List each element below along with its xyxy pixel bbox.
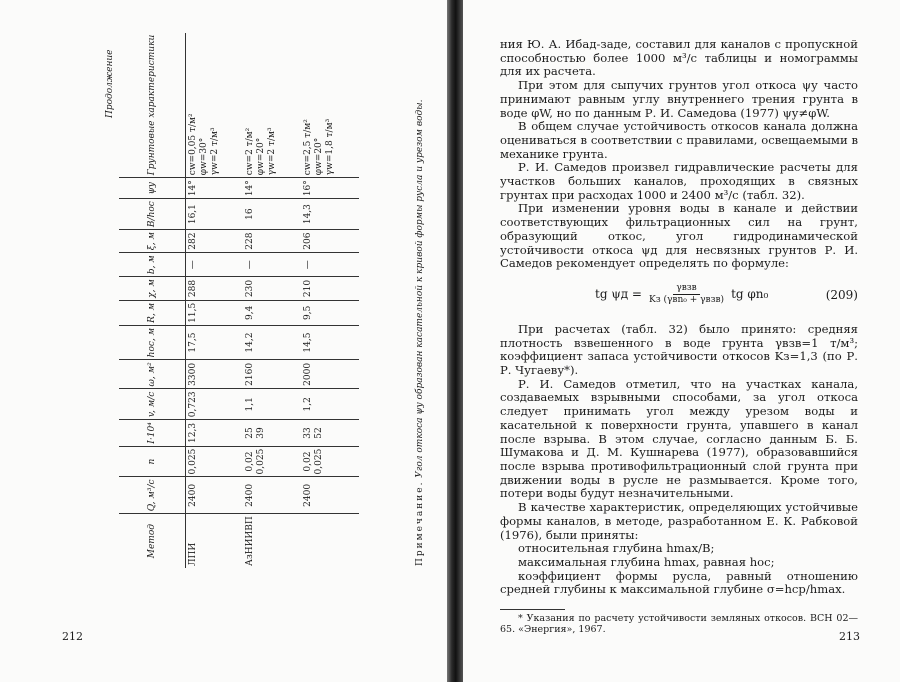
body-text [500, 38, 858, 635]
paragraph: ния Ю. А. Ибад-заде, составил для каналов с пропускной способностью более 1000 м³/с таблицы и номограммы для их расчета. [500, 37, 858, 79]
data-table [119, 33, 359, 568]
paragraph: При изменении уровня воды в канале и действии соответствующих фильтрационных сил на грунт, образующий откос, угол гидродинамической устойчивости откоса ψд для несвязных грунтов Р. И. Самедов рекомендует определять по формуле: [500, 201, 858, 271]
cell-h: 17,5 [185, 325, 243, 359]
cell-xi: 228 [243, 230, 301, 253]
formula-numerator: γвзв [673, 283, 699, 295]
cell-omega: 2160 [243, 360, 301, 389]
cell-soil: cw=2,5 т/м² φw=20° γw=1,8 т/м³ [303, 118, 335, 176]
formula-lhs: tg ψд = [595, 286, 642, 301]
cell-b: — [243, 253, 301, 277]
paragraph: Р. И. Самедов отметил, что на участках канала, создаваемых взрывными способами, за угол откоса следует принимать угол между урезом воды и касательной к поверхности грунта, упавшего в канал после взрыва. В этом случае, согласно данным Б. Б. Шумакова и Д. М. Кушнарева (1977), образовавшийся после взрыва противофильтрационный слой грунта при движении воды в русле не размывается. Кроме того, потери воды будут незначительными. [500, 376, 858, 501]
cell-method: ЛПИ [185, 514, 243, 568]
cell-chi: 230 [243, 277, 301, 301]
header-cell: Грунтовые характеристики [146, 34, 157, 176]
footnote-rule [500, 609, 565, 610]
cell-b: — [301, 253, 359, 277]
equation-number: (209) [825, 287, 858, 302]
page-number-right: 213 [839, 630, 860, 643]
cell-chi: 288 [185, 277, 243, 301]
cell-q: 2400 [301, 477, 359, 514]
cell-ratio: 16,1 [185, 199, 243, 230]
cell-i: 25 39 [243, 420, 301, 446]
list-item: относительная глубина hmax/B; [518, 541, 715, 556]
cell-h: 14,2 [243, 325, 301, 359]
formula-denominator: Kз (γвn₀ + γвзв) [649, 294, 725, 305]
cell-n: 0,02 0,025 [243, 446, 301, 477]
header-cell: v, м/с [119, 389, 185, 420]
cell-xi: 206 [301, 230, 359, 253]
cell-v: 1,2 [301, 389, 359, 420]
table-note [415, 100, 425, 566]
table-row [185, 33, 243, 568]
note-label: Примечание. [415, 480, 425, 566]
cell-i: 12,3 [185, 420, 243, 446]
header-cell: ω, м² [119, 360, 185, 389]
cell-soil: cw=0,05 т/м² φw=30° γw=2 т/м³ [187, 113, 220, 176]
formula-rhs: tg φn₀ [731, 286, 769, 301]
cell-i: 33 52 [301, 420, 359, 446]
cell-psi: 16° [301, 178, 359, 199]
cell-chi: 210 [301, 277, 359, 301]
header-cell: Метод [119, 514, 185, 568]
cell-q: 2400 [185, 477, 243, 514]
header-cell: B/hос [119, 199, 185, 230]
cell-b: — [185, 253, 243, 277]
formula-209 [500, 279, 858, 317]
cell-n: 0,02 0,025 [301, 446, 359, 477]
header-cell: b, м [119, 253, 185, 277]
paragraph: При этом для сыпучих грунтов угол откоса ψу часто принимают равным углу внутреннего трения грунта в воде φW, но по данным Р. И. Самедова (1977) ψу≠φW. [500, 78, 858, 120]
cell-omega: 2000 [301, 360, 359, 389]
cell-h: 14,5 [301, 325, 359, 359]
book-gutter [447, 0, 463, 682]
footnote: * Указания по расчету устойчивости земляных откосов. ВСН 02—65. «Энергия», 1967. [500, 613, 858, 636]
cell-n: 0,025 [185, 446, 243, 477]
paragraph: В общем случае устойчивость откосов канала должна оцениваться в соответствии с правилами, освещаемыми в механике грунта. [500, 119, 858, 161]
page-number-left: 212 [62, 630, 83, 643]
paragraph: При расчетах (табл. 32) было принято: средняя плотность взвешенного в воде грунта γвзв=1 т/м³; коэффициент запаса устойчивости откосов Kз=1,3 (по Р. Р. Чугаеву*). [500, 321, 858, 378]
header-cell: ξ, м [119, 230, 185, 253]
header-cell: Q, м³/с [119, 477, 185, 514]
note-text: Угол откоса ψу образован касательной к кривой формы русла и урезом воды. [415, 99, 425, 478]
rotated-table-block [105, 36, 435, 568]
cell-v: 0,723 [185, 389, 243, 420]
header-cell: R, м [119, 300, 185, 325]
header-cell: n [119, 446, 185, 477]
list-item: коэффициент формы русла, равный отношению средней глубины к максимальной глубине σ=hср/hmax. [500, 568, 858, 597]
cell-r: 9,5 [301, 300, 359, 325]
formula-fraction [646, 283, 727, 306]
header-cell: I·10⁴ [119, 420, 185, 446]
cell-v: 1,1 [243, 389, 301, 420]
paragraph: В качестве характеристик, определяющих устойчивые формы каналов, в методе, разработанном Е. К. Рабковой (1976), были приняты: [500, 500, 858, 542]
header-cell: χ, м [119, 277, 185, 301]
cell-method: АзНИИВП [243, 514, 301, 568]
continuation-label: Продолжение [105, 49, 115, 118]
header-cell: hос, м [119, 325, 185, 359]
list-item: максимальная глубина hmax, равная hос; [518, 554, 775, 569]
right-page [463, 0, 900, 682]
cell-soil: cw=2 т/м² φw=20° γw=2 т/м³ [245, 127, 277, 176]
table-row [301, 33, 359, 568]
cell-omega: 3300 [185, 360, 243, 389]
cell-method [301, 514, 359, 568]
cell-psi: 14° [243, 178, 301, 199]
cell-ratio: 14,3 [301, 199, 359, 230]
header-cell: ψу [119, 178, 185, 199]
table-row [243, 33, 301, 568]
cell-xi: 282 [185, 230, 243, 253]
table-header-row [119, 33, 185, 568]
paragraph: Р. И. Самедов произвел гидравлические расчеты для участков больших каналов, проходящих в связных грунтах при расходах 1000 и 2400 м³/с (табл. 32). [500, 160, 858, 202]
cell-q: 2400 [243, 477, 301, 514]
cell-psi: 14° [185, 178, 243, 199]
cell-r: 9,4 [243, 300, 301, 325]
cell-r: 11,5 [185, 300, 243, 325]
cell-ratio: 16 [243, 199, 301, 230]
left-page [0, 0, 447, 682]
